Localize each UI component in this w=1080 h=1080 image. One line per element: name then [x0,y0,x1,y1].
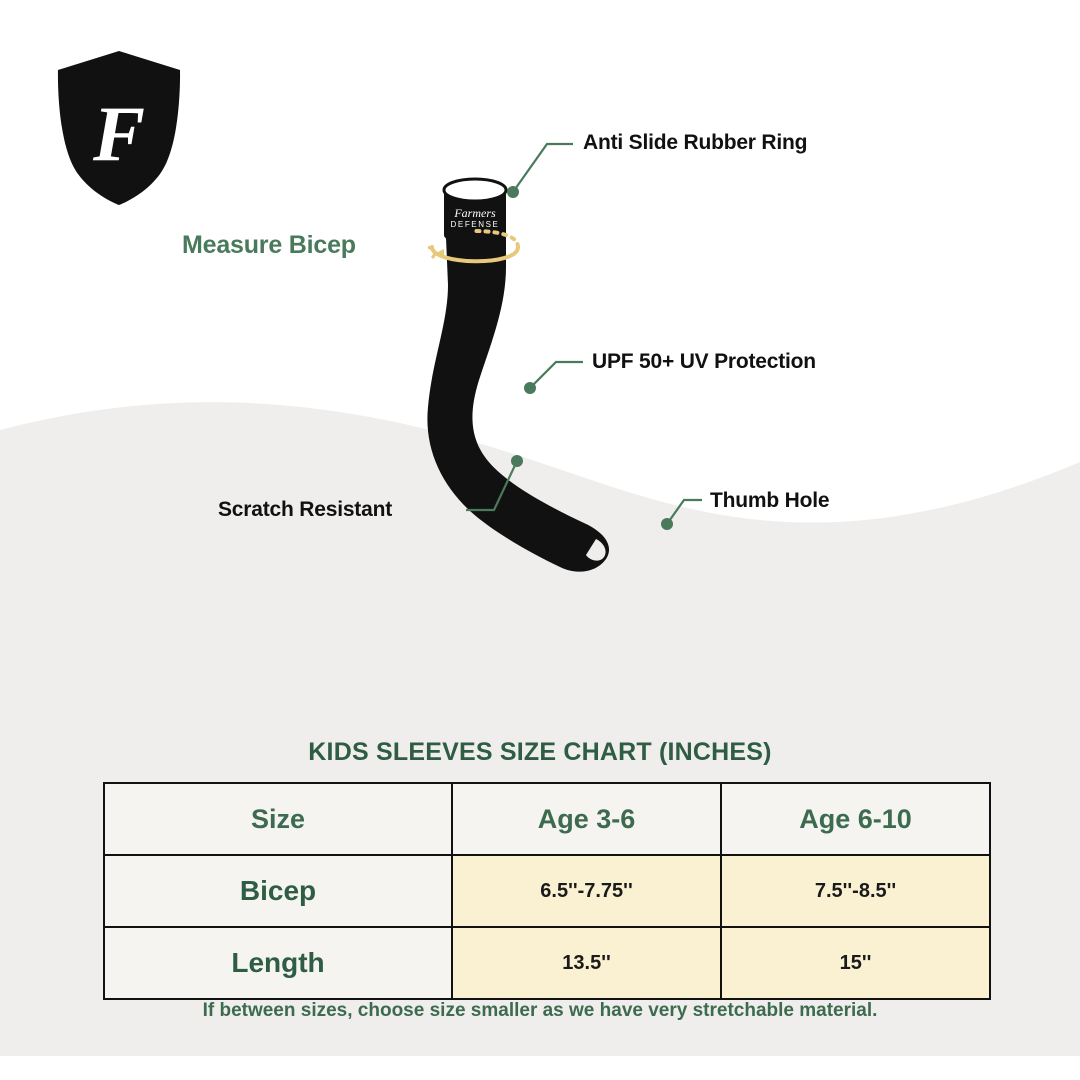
svg-text:F: F [92,90,146,177]
header-size: Size [104,783,452,855]
callout-label-measure-bicep: Measure Bicep [182,231,356,259]
svg-text:Farmers: Farmers [454,206,496,220]
cell-bicep-age-3-6: 6.5''-7.75'' [452,855,721,927]
svg-text:DEFENSE: DEFENSE [450,220,500,229]
table-header-row [104,783,990,855]
callout-label-scratch-resistant: Scratch Resistant [218,498,393,521]
row-label-bicep: Bicep [104,855,452,927]
header-age-3-6: Age 3-6 [452,783,721,855]
size-chart-footnote: If between sizes, choose size smaller as we have very stretchable material. [202,1000,878,1021]
callout-label-thumb-hole: Thumb Hole [710,489,830,512]
cell-length-age-6-10: 15'' [721,927,990,999]
row-label-length: Length [104,927,452,999]
cell-bicep-age-6-10: 7.5''-8.5'' [721,855,990,927]
table-row [104,855,990,927]
callout-label-anti-slide-rubber-ring: Anti Slide Rubber Ring [583,131,808,154]
callout-label-upf-protection: UPF 50+ UV Protection [592,350,816,373]
header-age-6-10: Age 6-10 [721,783,990,855]
cell-length-age-3-6: 13.5'' [452,927,721,999]
size-chart-table [103,782,991,1000]
size-chart-title: KIDS SLEEVES SIZE CHART (INCHES) [308,738,772,766]
table-row [104,927,990,999]
